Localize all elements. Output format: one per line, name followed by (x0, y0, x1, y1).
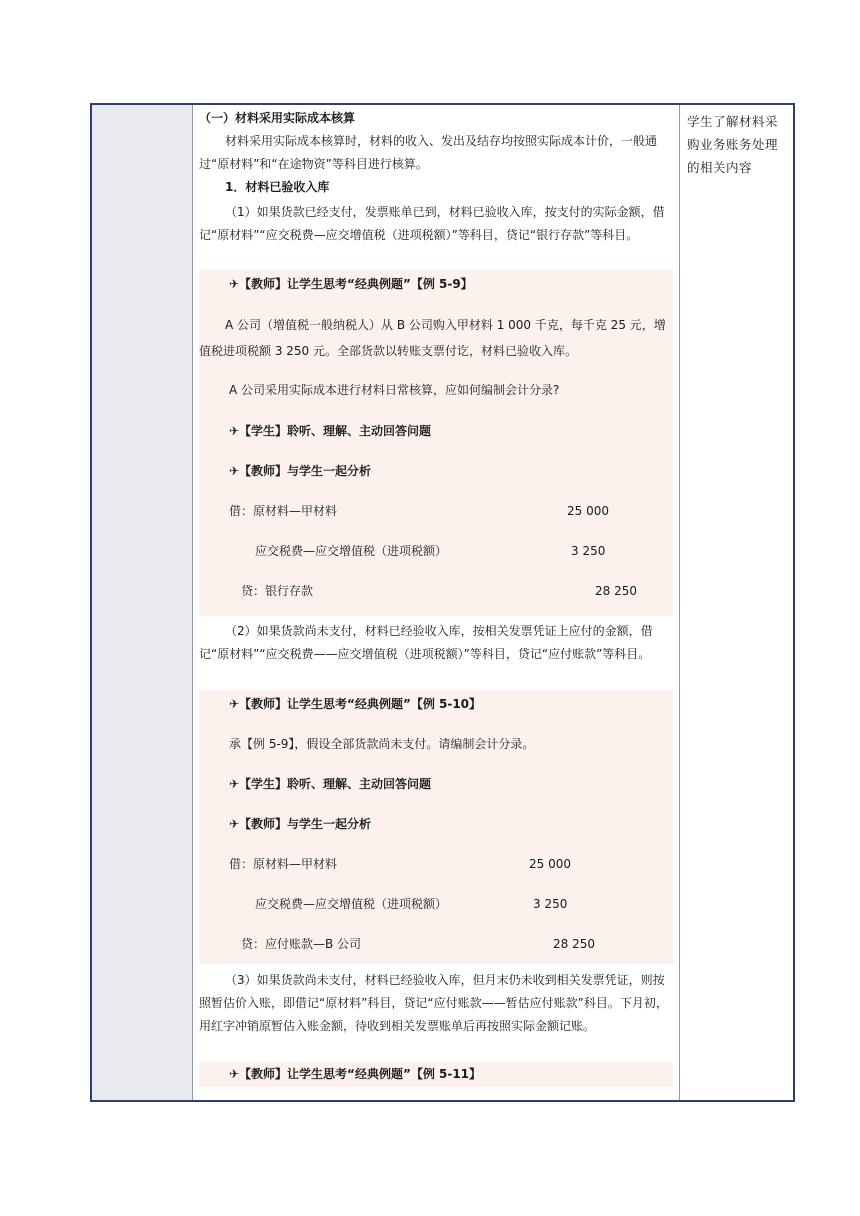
intro-paragraph: 材料采用实际成本核算时，材料的收入、发出及结存均按照实际成本计价，一般通过“原材料”和“在途物资”等科目进行核算。 (199, 134, 658, 171)
entry-credit-account: 贷：银行存款 (241, 584, 314, 598)
entry-debit-amount-2: 3 250 (533, 897, 568, 911)
teacher-prompt: ✈【教师】让学生思考“经典例题”【例 5-11】 (229, 1067, 482, 1081)
example-5-9-box (199, 270, 673, 616)
entry-debit-account: 借：原材料—甲材料 (229, 504, 338, 518)
lesson-table (90, 103, 795, 1102)
entry-credit-amount: 28 250 (553, 937, 595, 951)
example-5-10-box (199, 690, 673, 964)
entry-credit-account: 贷：应付账款—B 公司 (241, 937, 362, 951)
entry-debit-amount: 25 000 (529, 857, 571, 871)
example-question-2: A 公司采用实际成本进行材料日常核算，应如何编制会计分录? (229, 383, 560, 397)
entry-debit-account-2: 应交税费—应交增值税（进项税额） (255, 544, 448, 558)
paragraph-1: （1）如果货款已经支付，发票账单已到，材料已验收入库，按支付的实际金额，借记“原材料”“应交税费—应交增值税（进项税额）”等科目，贷记“银行存款”等科目。 (199, 205, 665, 242)
analysis-prompt: ✈【教师】与学生一起分析 (229, 464, 372, 478)
example-5-11-box (199, 1062, 673, 1087)
entry-debit-account: 借：原材料—甲材料 (229, 857, 338, 871)
sub-title: 1．材料已验收入库 (225, 180, 330, 194)
student-prompt: ✈【学生】聆听、理解、主动回答问题 (229, 424, 432, 438)
main-column (199, 105, 673, 1100)
left-column (92, 105, 193, 1100)
entry-credit-amount: 28 250 (595, 584, 637, 598)
entry-debit-account-2: 应交税费—应交增值税（进项税额） (255, 897, 448, 911)
paragraph-2: （2）如果货款尚未支付，材料已经验收入库，按相关发票凭证上应付的金额，借记“原材料”“应交税费——应交增值税（进项税额）”等科目，贷记“应付账款”等科目。 (199, 624, 653, 661)
student-prompt: ✈【学生】聆听、理解、主动回答问题 (229, 777, 432, 791)
teacher-prompt: ✈【教师】让学生思考“经典例题”【例 5-10】 (229, 697, 482, 711)
example-question: 承【例 5-9】，假设全部货款尚未支付。请编制会计分录。 (229, 737, 535, 751)
learning-objective-note: 学生了解材料采购业务账务处理的相关内容 (687, 114, 779, 175)
analysis-prompt: ✈【教师】与学生一起分析 (229, 817, 372, 831)
entry-debit-amount-2: 3 250 (571, 544, 606, 558)
entry-debit-amount: 25 000 (567, 504, 609, 518)
right-column (679, 105, 793, 1100)
section-title: （一）材料采用实际成本核算 (199, 111, 356, 125)
example-question: A 公司（增值税一般纳税人）从 B 公司购入甲材料 1 000 千克，每千克 25 元，增值税进项税额 3 250 元。全部货款以转账支票付讫，材料已验收入库。 (199, 318, 666, 358)
teacher-prompt: ✈【教师】让学生思考“经典例题”【例 5-9】 (229, 277, 473, 291)
paragraph-3: （3）如果货款尚未支付，材料已经验收入库，但月末仍未收到相关发票凭证，则按照暂估价入账，即借记“原材料”科目，贷记“应付账款——暂估应付账款”科目。下月初，用红字冲销原暂估入账金额，待收到相关发票账单后再按照实际金额记账。 (199, 973, 668, 1033)
